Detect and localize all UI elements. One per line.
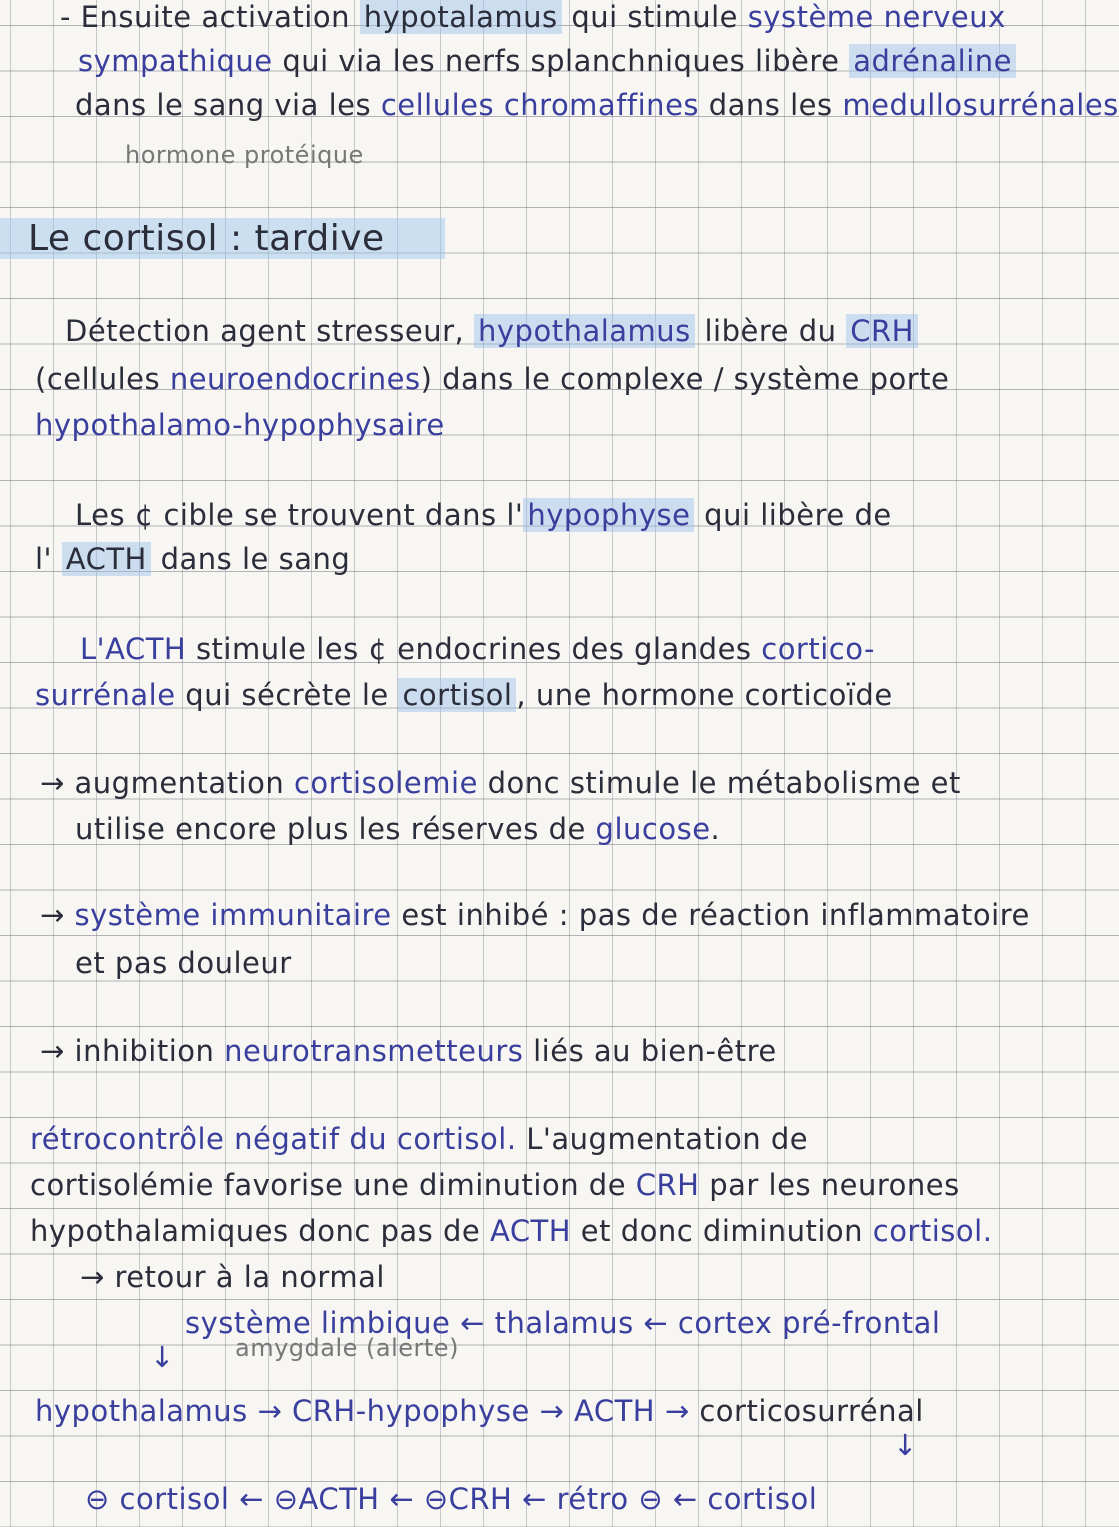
highlighted-text: hypothalamus <box>474 314 695 348</box>
text-segment: par les neurones <box>699 1168 960 1202</box>
note-line <box>35 408 445 442</box>
text-segment: cortico- <box>761 632 875 666</box>
note-line <box>35 1394 924 1428</box>
text-segment: et pas douleur <box>75 946 292 980</box>
text-segment: qui via les nerfs splanchniques libère <box>272 44 850 78</box>
note-line <box>75 946 292 980</box>
text-segment: → CRH-hypophyse → ACTH → <box>247 1394 700 1428</box>
note-line <box>40 766 961 800</box>
text-segment: ) dans le complexe / système porte <box>420 362 950 396</box>
text-segment: rétrocontrôle négatif du cortisol. <box>30 1122 517 1156</box>
note-line <box>75 498 892 532</box>
note-line <box>893 1428 918 1462</box>
note-line <box>75 88 1119 122</box>
text-segment: dans le sang via les <box>75 88 381 122</box>
text-segment: → retour à la normal <box>80 1260 385 1294</box>
text-segment: glucose <box>595 812 711 846</box>
text-segment: hypothalamo-hypophysaire <box>35 408 445 442</box>
note-line <box>125 136 364 170</box>
text-segment: utilise encore plus les réserves de <box>75 812 596 846</box>
text-segment: Détection agent stresseur, <box>65 314 474 348</box>
note-line <box>35 678 893 712</box>
note-line <box>30 1168 960 1202</box>
text-segment: ACTH <box>489 1214 572 1248</box>
note-line <box>80 632 875 666</box>
text-segment: dans les <box>699 88 843 122</box>
text-segment: neurotransmetteurs <box>224 1034 524 1068</box>
text-segment: (cellules <box>35 362 170 396</box>
note-line <box>30 1122 808 1156</box>
text-segment: → <box>40 898 75 932</box>
text-segment: amygdale (alerte) <box>235 1334 459 1362</box>
note-line <box>35 362 949 396</box>
text-segment: L'ACTH <box>80 632 187 666</box>
text-segment: - Ensuite activation <box>60 0 360 34</box>
text-segment: donc stimule le métabolisme et <box>477 766 961 800</box>
text-segment: medullosurrénales <box>842 88 1119 122</box>
note-line <box>78 44 1016 78</box>
text-segment: hypothalamus <box>35 1394 248 1428</box>
text-segment: ⊖ cortisol ← ⊖ACTH ← ⊖CRH ← rétro ⊖ ← cortisol <box>85 1482 818 1516</box>
text-segment: L'augmentation de <box>516 1122 809 1156</box>
text-segment: surrénale <box>35 678 176 712</box>
text-segment: hypothalamiques donc pas de <box>30 1214 490 1248</box>
text-segment: hormone protéique <box>125 141 364 169</box>
highlighted-text: adrénaline <box>849 44 1016 78</box>
text-segment: cortisolémie favorise une diminution de <box>30 1168 636 1202</box>
note-line <box>235 1334 459 1362</box>
text-segment: CRH <box>635 1168 700 1202</box>
note-line <box>40 898 1030 932</box>
text-segment: système nerveux <box>747 0 1006 34</box>
text-segment: sympathique <box>78 44 273 78</box>
text-segment: système immunitaire <box>74 898 392 932</box>
text-segment: Le cortisol : tardive <box>28 218 385 259</box>
note-line <box>40 1034 777 1068</box>
highlighted-text: hypotalamus <box>360 0 562 34</box>
note-line <box>80 1260 385 1294</box>
text-segment: et donc diminution <box>571 1214 873 1248</box>
text-segment: ↓ <box>150 1340 175 1374</box>
text-segment: → inhibition <box>40 1034 225 1068</box>
text-segment: ↓ <box>893 1428 918 1462</box>
note-line <box>30 1214 992 1248</box>
highlighted-text: CRH <box>846 314 918 348</box>
highlighted-text: cortisol <box>398 678 516 712</box>
section-heading <box>0 218 445 259</box>
text-segment: cortisol. <box>872 1214 993 1248</box>
highlighted-text: hypophyse <box>523 498 694 532</box>
text-segment: neuroendocrines <box>169 362 421 396</box>
text-segment: , une hormone corticoïde <box>516 678 893 712</box>
text-segment: qui libère de <box>694 498 892 532</box>
note-line <box>65 314 918 348</box>
text-segment: Les ¢ cible se trouvent dans l' <box>75 498 524 532</box>
text-segment: dans le sang <box>150 542 351 576</box>
text-segment: est inhibé : pas de réaction inflammatoire <box>391 898 1030 932</box>
text-segment: corticosurrénal <box>699 1394 924 1428</box>
text-segment: l' <box>35 542 62 576</box>
text-segment: liés au bien-être <box>523 1034 777 1068</box>
text-segment: → augmentation <box>40 766 294 800</box>
text-segment: stimule les ¢ endocrines des glandes <box>186 632 762 666</box>
note-line <box>35 542 350 576</box>
note-line <box>85 1482 817 1516</box>
text-segment: . <box>710 812 721 846</box>
text-segment: qui stimule <box>561 0 748 34</box>
highlighted-text: ACTH <box>62 542 151 576</box>
note-line <box>150 1340 175 1374</box>
note-line <box>60 0 1006 34</box>
text-segment: système limbique ← thalamus ← cortex pré-frontal <box>185 1306 941 1340</box>
text-segment: qui sécrète le <box>175 678 399 712</box>
note-line <box>75 812 720 846</box>
text-segment: cortisolemie <box>293 766 478 800</box>
text-segment: libère du <box>694 314 847 348</box>
text-segment: cellules chromaffines <box>380 88 700 122</box>
